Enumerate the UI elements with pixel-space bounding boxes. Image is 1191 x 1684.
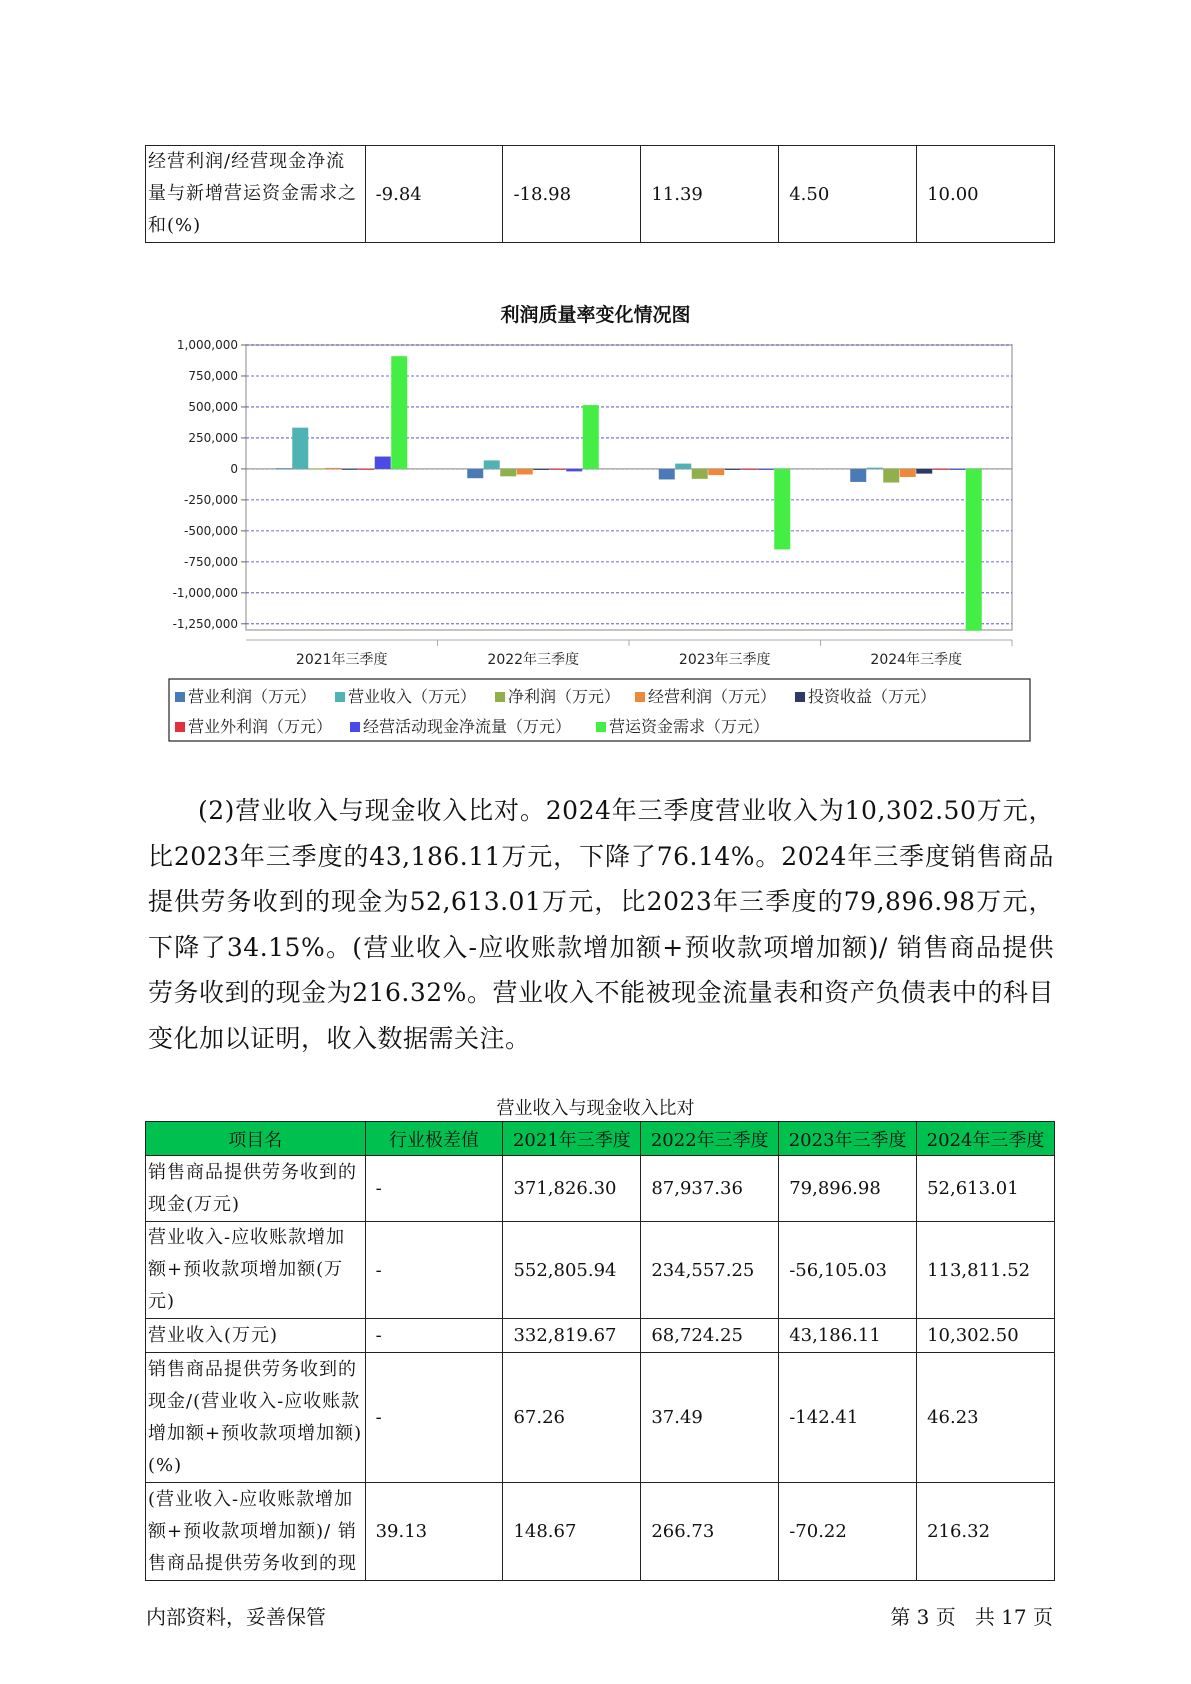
bar — [325, 468, 341, 469]
table-cell: 87,937.36 — [641, 1156, 779, 1222]
table-cell: 79,896.98 — [779, 1156, 917, 1222]
bar — [484, 460, 500, 469]
table-cell: 67.26 — [503, 1353, 641, 1483]
y-tick-label: -1,250,000 — [172, 616, 238, 631]
bar — [550, 469, 566, 470]
y-tick-label: 500,000 — [188, 399, 238, 414]
bar — [292, 428, 308, 469]
y-tick-label: -1,000,000 — [172, 585, 238, 600]
bar — [692, 469, 708, 479]
table-cell: 52,613.01 — [917, 1156, 1055, 1222]
legend-swatch — [596, 722, 606, 732]
table-cell: 46.23 — [917, 1353, 1055, 1483]
legend-label: 营业收入（万元） — [348, 687, 477, 706]
bar — [883, 469, 899, 483]
legend-swatch — [495, 692, 505, 702]
bar — [391, 356, 407, 469]
bar — [659, 469, 675, 480]
x-tick-label: 2021年三季度 — [295, 652, 388, 668]
bar — [966, 469, 982, 631]
table-cell: 332,819.67 — [503, 1319, 641, 1353]
table-cell: 39.13 — [365, 1483, 503, 1581]
row-label: 销售商品提供劳务收到的现金/(营业收入-应收账款增加额+预收款项增加额)(%) — [146, 1353, 366, 1483]
table-cell: -56,105.03 — [779, 1222, 917, 1319]
y-tick-label: -250,000 — [184, 492, 238, 507]
bar — [566, 469, 582, 471]
legend-swatch — [175, 722, 185, 732]
bar — [358, 469, 374, 470]
table-cell: 10.00 — [917, 146, 1055, 243]
plot-area — [246, 345, 1012, 630]
legend-label: 经营活动现金净流量（万元） — [363, 717, 572, 736]
column-header: 2022年三季度 — [641, 1122, 779, 1156]
bar — [583, 405, 599, 469]
table-cell: 68,724.25 — [641, 1319, 779, 1353]
table-cell: 552,805.94 — [503, 1222, 641, 1319]
table-row — [146, 1156, 1055, 1222]
bar — [758, 469, 774, 470]
bar — [500, 469, 516, 476]
table-cell: 43,186.11 — [779, 1319, 917, 1353]
column-header: 2023年三季度 — [779, 1122, 917, 1156]
column-header: 行业极差值 — [365, 1122, 503, 1156]
legend-label: 营运资金需求（万元） — [609, 717, 770, 736]
table-cell: 216.32 — [917, 1483, 1055, 1581]
table-cell: 37.49 — [641, 1353, 779, 1483]
table-cell: 266.73 — [641, 1483, 779, 1581]
bar — [933, 469, 949, 470]
table-header-row — [146, 1122, 1055, 1156]
y-tick-label: -750,000 — [184, 554, 238, 569]
legend-label: 投资收益（万元） — [808, 687, 937, 706]
legend-label: 营业利润（万元） — [188, 687, 317, 706]
legend-label: 净利润（万元） — [508, 687, 621, 706]
bar — [741, 469, 757, 470]
footer-note: 内部资料，妥善保管 — [146, 1605, 326, 1629]
bar — [900, 469, 916, 477]
table-cell: -70.22 — [779, 1483, 917, 1581]
page-number: 第 3 页 共 17 页 — [890, 1605, 1053, 1629]
row-label: 营业收入(万元) — [146, 1319, 366, 1353]
body-paragraph: (2)营业收入与现金收入比对。2024年三季度营业收入为10,302.50万元，比2023年三季度的43,186.11万元，下降了76.14%。2024年三季度销售商品提供劳务收到的现金为52,613.01万元，比2023年三季度的79,896.98万元，下降了34.15%。(营业收入-应收账款增加额+预收款项增加额)/ 销售商品提供劳务收到的现金为216.32%。营业收入不能被现金流量表和资产负债表中的科目变化加以证明，收入数据需关注。 — [148, 796, 1054, 1053]
y-tick-label: 1,000,000 — [176, 338, 238, 352]
table-cell: - — [365, 1156, 503, 1222]
x-tick-label: 2022年三季度 — [487, 652, 580, 668]
bar — [675, 464, 691, 469]
table-row — [146, 1353, 1055, 1483]
table-cell: 148.67 — [503, 1483, 641, 1581]
table-cell: -142.41 — [779, 1353, 917, 1483]
comparison-table — [145, 1121, 1055, 1581]
table-cell: - — [365, 1319, 503, 1353]
bar — [708, 469, 724, 475]
bar — [533, 469, 549, 470]
bar — [276, 468, 292, 469]
row-label: 经营利润/经营现金净流量与新增营运资金需求之和(%) — [146, 146, 366, 243]
column-header: 2024年三季度 — [917, 1122, 1055, 1156]
bar — [916, 469, 932, 474]
legend-label: 经营利润（万元） — [648, 687, 777, 706]
legend-swatch — [795, 692, 805, 702]
table-cell: -18.98 — [503, 146, 641, 243]
table-row — [146, 1222, 1055, 1319]
y-tick-label: 250,000 — [188, 430, 238, 445]
bar — [467, 469, 483, 478]
bar — [949, 469, 965, 470]
table-cell: -9.84 — [365, 146, 503, 243]
table-caption: 营业收入与现金收入比对 — [496, 1098, 695, 1119]
table-cell: 4.50 — [779, 146, 917, 243]
row-label: 销售商品提供劳务收到的现金(万元) — [146, 1156, 366, 1222]
table-cell: 234,557.25 — [641, 1222, 779, 1319]
bar — [309, 469, 325, 470]
row-label: (营业收入-应收账款增加额+预收款项增加额)/ 销售商品提供劳务收到的现 — [146, 1483, 366, 1581]
table-cell: 371,826.30 — [503, 1156, 641, 1222]
table-cell: 10,302.50 — [917, 1319, 1055, 1353]
chart-title: 利润质量率变化情况图 — [500, 304, 691, 326]
legend-swatch — [350, 722, 360, 732]
legend-swatch — [175, 692, 185, 702]
bar-chart — [0, 0, 1191, 760]
table-cell: 11.39 — [641, 146, 779, 243]
row-label: 营业收入-应收账款增加额+预收款项增加额(万元) — [146, 1222, 366, 1319]
column-header: 项目名 — [146, 1122, 366, 1156]
y-tick-label: -500,000 — [184, 523, 238, 538]
column-header: 2021年三季度 — [503, 1122, 641, 1156]
table-cell: - — [365, 1222, 503, 1319]
legend-label: 营业外利润（万元） — [188, 717, 333, 736]
bar — [342, 469, 358, 470]
legend-swatch — [335, 692, 345, 702]
table-row — [146, 1319, 1055, 1353]
bar — [867, 468, 883, 469]
x-tick-label: 2023年三季度 — [678, 652, 771, 668]
y-tick-label: 750,000 — [188, 368, 238, 383]
y-tick-label: 0 — [230, 461, 238, 476]
table-cell: 113,811.52 — [917, 1222, 1055, 1319]
bar — [725, 469, 741, 470]
bar — [850, 469, 866, 482]
table-row — [146, 1483, 1055, 1581]
bar — [375, 457, 391, 469]
legend-swatch — [635, 692, 645, 702]
bar — [774, 469, 790, 550]
bar — [517, 469, 533, 475]
table-cell: - — [365, 1353, 503, 1483]
x-tick-label: 2024年三季度 — [870, 652, 963, 668]
